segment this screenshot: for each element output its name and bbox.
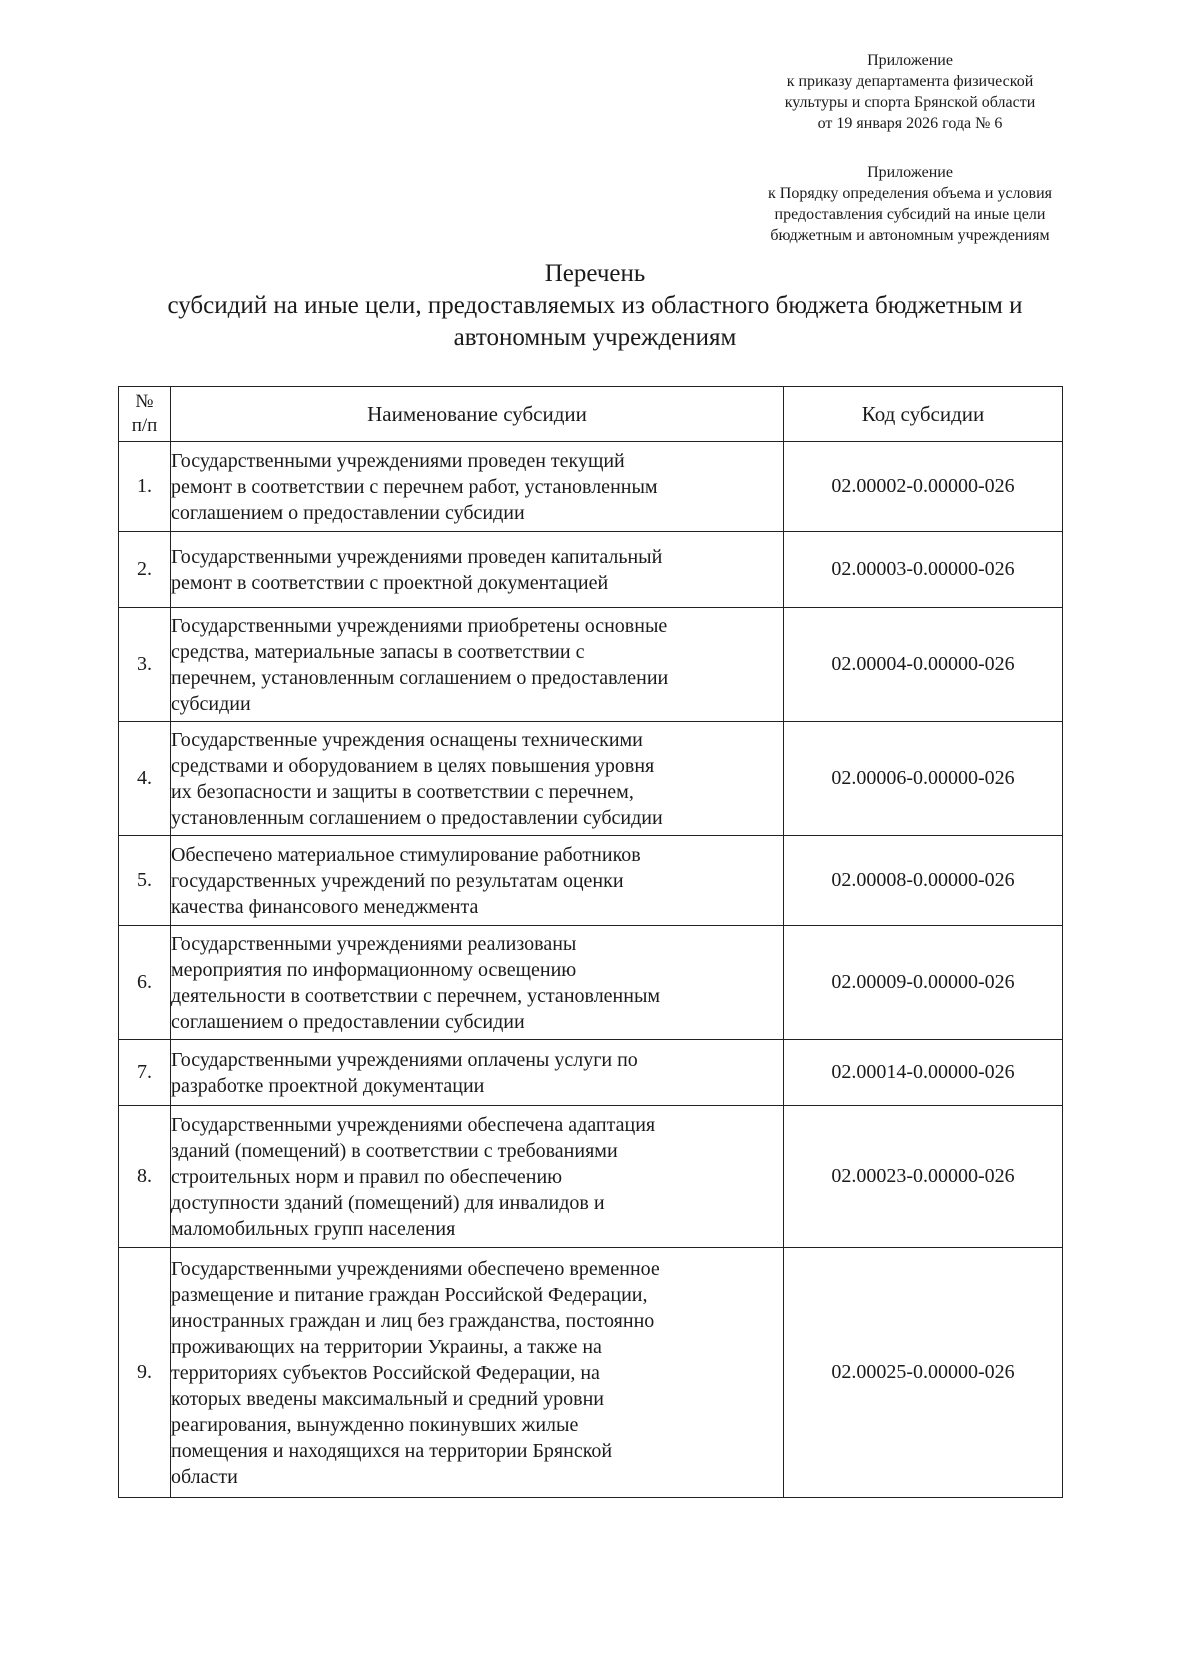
subsidy-name-line: маломобильных групп населения (171, 1217, 456, 1240)
subsidy-name-line: Государственными учреждениями обеспечена адаптация (171, 1113, 656, 1136)
row-number: 7. (119, 1040, 171, 1106)
subsidy-name (171, 608, 784, 722)
row-number: 9. (119, 1248, 171, 1498)
subsidy-code: 02.00002-0.00000-026 (784, 442, 1063, 532)
subsidy-name (171, 1040, 784, 1106)
procedure-appendix-line: предоставления субсидий на иные цели (774, 206, 1046, 223)
table-row (119, 608, 1063, 722)
procedure-appendix-line: Приложение (867, 164, 953, 181)
subsidy-name-line: мероприятия по информационному освещению (171, 958, 577, 981)
header-number-symbol: № (135, 391, 154, 412)
subsidy-name-line: реагирования, вынужденно покинувших жилые (171, 1413, 579, 1436)
table-row (119, 1248, 1063, 1498)
table-row (119, 926, 1063, 1040)
order-appendix-line: от 19 января 2026 года № 6 (817, 115, 1003, 132)
subsidy-code: 02.00003-0.00000-026 (784, 532, 1063, 608)
subsidy-name-line: помещения и находящихся на территории Брянской (171, 1439, 613, 1462)
subsidy-name-line: Государственными учреждениями приобретены основные (171, 614, 668, 637)
subsidy-name-line: Государственными учреждениями проведен текущий (171, 449, 625, 472)
subsidy-name (171, 1106, 784, 1248)
table-row (119, 1106, 1063, 1248)
procedure-appendix-note (720, 162, 1100, 246)
row-number: 1. (119, 442, 171, 532)
subsidy-name-line: Государственными учреждениями обеспечено временное (171, 1257, 660, 1280)
subsidy-name-line: субсидии (171, 692, 251, 715)
order-appendix-line: Приложение (867, 52, 953, 69)
header-code: Код субсидии (784, 387, 1063, 442)
subsidy-name (171, 926, 784, 1040)
document-title (110, 258, 1080, 354)
subsidy-name-line: иностранных граждан и лиц без гражданства, постоянно (171, 1309, 655, 1332)
procedure-appendix-line: к Порядку определения объема и условия (768, 185, 1052, 202)
subsidy-name-line: доступности зданий (помещений) для инвалидов и (171, 1191, 605, 1214)
subsidy-name-line: Государственными учреждениями проведен капитальный (171, 545, 663, 568)
subsidy-code: 02.00008-0.00000-026 (784, 836, 1063, 926)
subsidy-name (171, 442, 784, 532)
title-line-3: автономным учреждениям (453, 324, 737, 351)
title-line-2: субсидий на иные цели, предоставляемых из областного бюджета бюджетным и (167, 292, 1023, 319)
subsidy-table (118, 386, 1063, 1498)
order-appendix-line: культуры и спорта Брянской области (784, 94, 1036, 111)
subsidy-name-line: области (171, 1465, 238, 1488)
subsidy-name-line: качества финансового менеджмента (171, 895, 479, 918)
subsidy-name-line: перечнем, установленным соглашением о предоставлении (171, 666, 669, 689)
subsidy-name-line: Государственные учреждения оснащены техническими (171, 728, 643, 751)
subsidy-name-line: установленным соглашением о предоставлении субсидии (171, 806, 663, 829)
table-row (119, 836, 1063, 926)
subsidy-name-line: зданий (помещений) в соответствии с требованиями (171, 1139, 618, 1162)
subsidy-name-line: их безопасности и защиты в соответствии с перечнем, (171, 780, 634, 803)
subsidy-name-line: государственных учреждений по результатам оценки (171, 869, 624, 892)
subsidy-code: 02.00004-0.00000-026 (784, 608, 1063, 722)
subsidy-name (171, 836, 784, 926)
order-appendix-note (720, 50, 1100, 134)
subsidy-code: 02.00009-0.00000-026 (784, 926, 1063, 1040)
subsidy-name-line: строительных норм и правил по обеспечению (171, 1165, 563, 1188)
subsidy-name-line: проживающих на территории Украины, а также на (171, 1335, 602, 1358)
subsidy-name-line: размещение и питание граждан Российской Федерации, (171, 1283, 648, 1306)
subsidy-name-line: соглашением о предоставлении субсидии (171, 1010, 525, 1033)
header-number (119, 387, 171, 442)
title-line-1: Перечень (544, 260, 646, 287)
row-number: 2. (119, 532, 171, 608)
subsidy-name (171, 722, 784, 836)
subsidy-name-line: Государственными учреждениями реализованы (171, 932, 577, 955)
table-row (119, 532, 1063, 608)
subsidy-name-line: которых введены максимальный и средний уровни (171, 1387, 604, 1410)
table-row (119, 442, 1063, 532)
row-number: 6. (119, 926, 171, 1040)
subsidy-name-line: Обеспечено материальное стимулирование работников (171, 843, 641, 866)
subsidy-name-line: соглашением о предоставлении субсидии (171, 501, 525, 524)
subsidy-name (171, 1248, 784, 1498)
subsidy-name-line: разработке проектной документации (171, 1074, 485, 1097)
table-header-row (119, 387, 1063, 442)
table-body (119, 442, 1063, 1498)
subsidy-name (171, 532, 784, 608)
subsidy-name-line: средствами и оборудованием в целях повышения уровня (171, 754, 655, 777)
row-number: 3. (119, 608, 171, 722)
table-row (119, 1040, 1063, 1106)
order-appendix-line: к приказу департамента физической (786, 73, 1034, 90)
procedure-appendix-line: бюджетным и автономным учреждениям (770, 227, 1050, 244)
subsidy-name-line: ремонт в соответствии с проектной документацией (171, 571, 609, 594)
subsidy-code: 02.00006-0.00000-026 (784, 722, 1063, 836)
subsidy-code: 02.00025-0.00000-026 (784, 1248, 1063, 1498)
header-number-abbr: п/п (131, 415, 158, 436)
row-number: 8. (119, 1106, 171, 1248)
row-number: 4. (119, 722, 171, 836)
subsidy-name-line: деятельности в соответствии с перечнем, установленным (171, 984, 661, 1007)
subsidy-code: 02.00014-0.00000-026 (784, 1040, 1063, 1106)
table-row (119, 722, 1063, 836)
subsidy-code: 02.00023-0.00000-026 (784, 1106, 1063, 1248)
row-number: 5. (119, 836, 171, 926)
subsidy-name-line: ремонт в соответствии с перечнем работ, установленным (171, 475, 658, 498)
subsidy-name-line: территориях субъектов Российской Федерации, на (171, 1361, 600, 1384)
subsidy-name-line: средства, материальные запасы в соответствии с (171, 640, 585, 663)
header-name: Наименование субсидии (171, 387, 784, 442)
subsidy-name-line: Государственными учреждениями оплачены услуги по (171, 1048, 638, 1071)
